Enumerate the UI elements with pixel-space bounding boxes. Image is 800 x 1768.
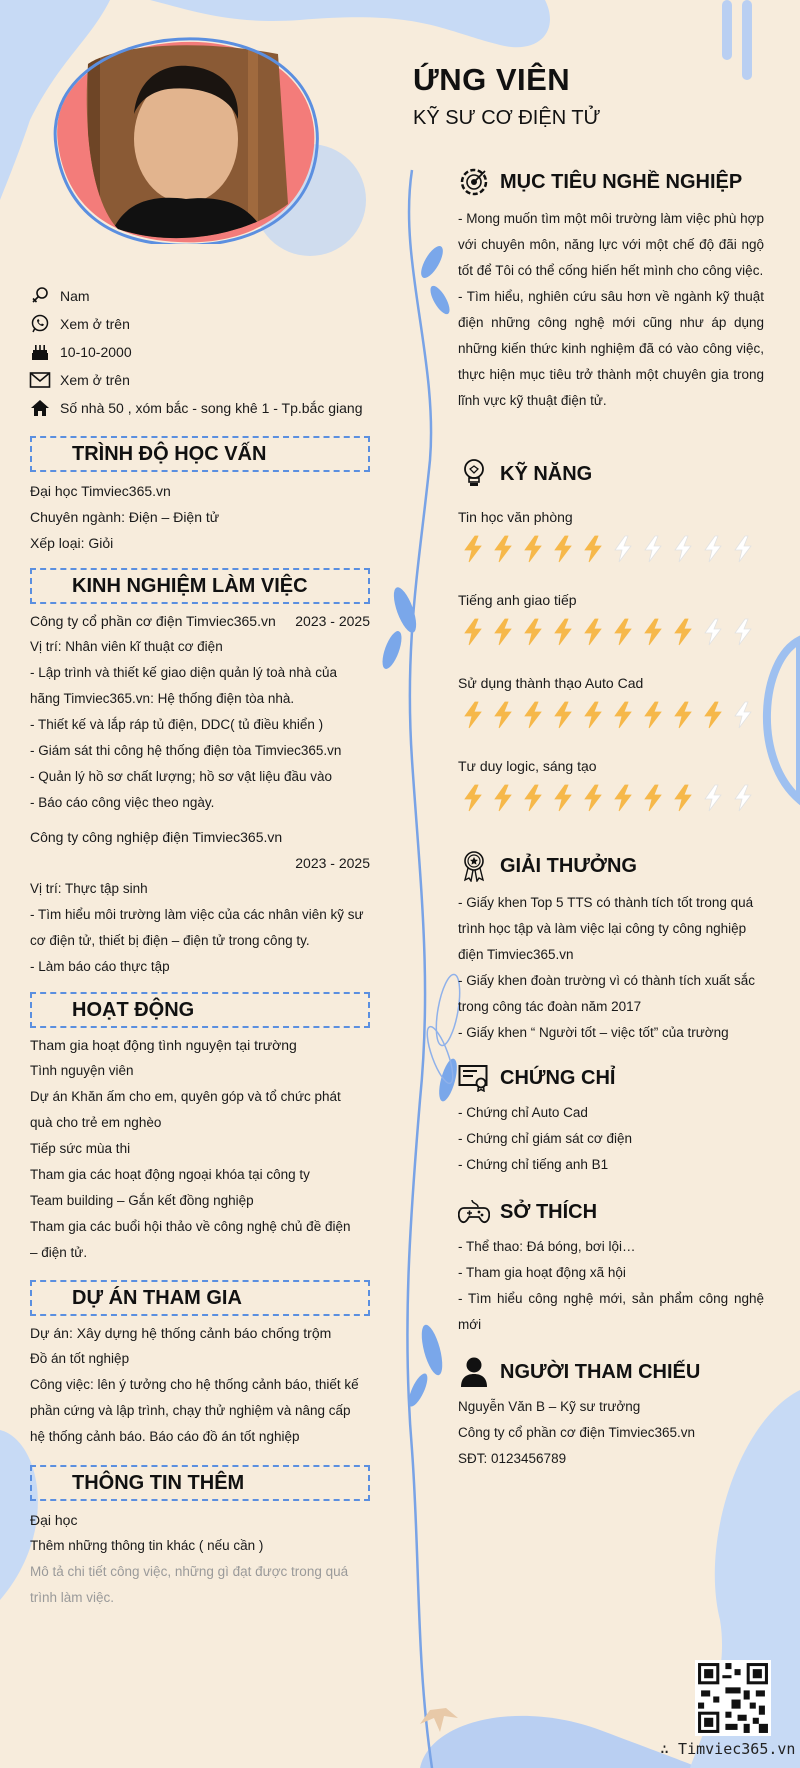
certificates-title: CHỨNG CHỈ xyxy=(500,1066,616,1089)
project-line: Công việc: lên ý tưởng cho hệ thống cảnh báo, thiết kế xyxy=(30,1377,359,1392)
activity-line: Tình nguyện viên xyxy=(30,1063,134,1078)
award-medal-icon xyxy=(457,849,491,883)
job2-detail: - Làm báo cáo thực tập xyxy=(30,959,170,974)
skill-rating xyxy=(458,617,764,647)
bolt-empty-icon xyxy=(728,617,758,647)
skill-name: Tin học văn phòng xyxy=(458,509,573,525)
bolt-filled-icon xyxy=(488,783,518,813)
hobbies-section xyxy=(458,1194,764,1338)
job2-period: 2023 - 2025 xyxy=(295,855,370,871)
project-line: Đồ án tốt nghiệp xyxy=(30,1351,130,1366)
candidate-position: KỸ SƯ CƠ ĐIỆN TỬ xyxy=(413,107,601,129)
bolt-filled-icon xyxy=(608,617,638,647)
job1-detail: - Quản lý hồ sơ chất lượng; hồ sơ vật liệu đầu vào xyxy=(30,769,333,784)
activity-line: Tham gia các buổi hội thảo về công nghệ chủ đề điện xyxy=(30,1219,351,1234)
bolt-filled-icon xyxy=(668,783,698,813)
job2-detail: cơ điện tử, thiết bị điện – điện tử trong công ty. xyxy=(30,933,310,948)
bolt-filled-icon xyxy=(548,534,578,564)
info-gender xyxy=(28,282,388,310)
certificate-line: - Chứng chỉ Auto Cad xyxy=(458,1105,588,1120)
award-line: - Giấy khen “ Người tốt – việc tốt” của trường xyxy=(458,1025,729,1040)
skill-name: Sử dụng thành thạo Auto Cad xyxy=(458,675,644,691)
gamepad-icon xyxy=(457,1195,491,1229)
personal-info xyxy=(28,282,388,422)
info-phone xyxy=(28,310,388,338)
job2-role: Vị trí: Thực tập sinh xyxy=(30,881,148,896)
education-line: Chuyên ngành: Điện – Điện tử xyxy=(30,509,220,525)
skill-item xyxy=(458,672,764,730)
skill-rating xyxy=(458,700,764,730)
objective-title: MỤC TIÊU NGHỀ NGHIỆP xyxy=(500,170,743,193)
bolt-filled-icon xyxy=(458,783,488,813)
reference-section xyxy=(458,1354,764,1472)
projects-title: DỰ ÁN THAM GIA xyxy=(30,1280,370,1316)
skill-name: Tiếng anh giao tiếp xyxy=(458,592,577,608)
job1-detail: hãng Timviec365.vn: Hệ thống điện tòa nhà. xyxy=(30,691,295,706)
objective-section xyxy=(458,164,764,414)
bolt-filled-icon xyxy=(548,700,578,730)
skills-section xyxy=(458,456,764,813)
project-line: phần cứng và lập trình, chạy thử nghiệm và nâng cấp xyxy=(30,1403,351,1418)
job2-detail: - Tìm hiểu môi trường làm việc của các nhân viên kỹ sư xyxy=(30,907,364,922)
qr-code xyxy=(695,1660,771,1736)
job1-company: Công ty cổ phần cơ điện Timviec365.vn xyxy=(30,613,276,629)
certificate-line: - Chứng chỉ tiếng anh B1 xyxy=(458,1157,609,1172)
bolt-filled-icon xyxy=(458,617,488,647)
candidate-name: ỨNG VIÊN xyxy=(413,62,571,97)
bolt-filled-icon xyxy=(518,534,548,564)
info-email-value: Xem ở trên xyxy=(60,372,130,388)
skill-item xyxy=(458,589,764,647)
skill-item xyxy=(458,755,764,813)
award-line: trong công tác đoàn năm 2017 xyxy=(458,999,642,1014)
more-info-title: THÔNG TIN THÊM xyxy=(30,1465,370,1501)
more-info-line: Thêm những thông tin khác ( nếu cần ) xyxy=(30,1538,264,1553)
bolt-filled-icon xyxy=(488,534,518,564)
skill-rating xyxy=(458,534,764,564)
skills-header xyxy=(458,456,764,492)
more-info-section xyxy=(30,1465,370,1611)
brand-watermark: ∴ Timviec365.vn xyxy=(660,1740,796,1758)
certificate-line: - Chứng chỉ giám sát cơ điện xyxy=(458,1131,632,1146)
bolt-empty-icon xyxy=(638,534,668,564)
experience-section xyxy=(30,568,370,980)
activity-line: Tiếp sức mùa thi xyxy=(30,1141,131,1156)
info-phone-value: Xem ở trên xyxy=(60,316,130,332)
bolt-filled-icon xyxy=(578,700,608,730)
job2-company: Công ty công nghiệp điện Timviec365.vn xyxy=(30,829,283,845)
hobbies-title: SỞ THÍCH xyxy=(500,1200,598,1223)
hobby-line: - Tham gia hoạt động xã hội xyxy=(458,1265,626,1280)
bolt-filled-icon xyxy=(488,617,518,647)
education-line: Đại học Timviec365.vn xyxy=(30,483,171,499)
bolt-empty-icon xyxy=(668,534,698,564)
bolt-filled-icon xyxy=(578,617,608,647)
bolt-empty-icon xyxy=(608,534,638,564)
project-line: hệ thống cảnh báo. Báo cáo đồ án tốt nghiệp xyxy=(30,1429,300,1444)
awards-header xyxy=(458,848,764,884)
skill-item xyxy=(458,506,764,564)
home-icon xyxy=(28,397,52,419)
skill-name: Tư duy logic, sáng tạo xyxy=(458,758,597,774)
bolt-filled-icon xyxy=(698,700,728,730)
bolt-filled-icon xyxy=(518,783,548,813)
email-icon xyxy=(28,369,52,391)
hobby-line: - Tìm hiểu công nghệ mới, sản phẩm công nghệ mới xyxy=(458,1291,764,1332)
bolt-filled-icon xyxy=(518,700,548,730)
job1-detail: - Báo cáo công việc theo ngày. xyxy=(30,795,215,810)
bolt-empty-icon xyxy=(728,783,758,813)
job1-detail: - Thiết kế và lắp ráp tủ điện, DDC( tủ điều khiển ) xyxy=(30,717,324,732)
hobbies-header xyxy=(458,1194,764,1230)
objective-paragraph-1: - Mong muốn tìm một môi trường làm việc phù hợp với chuyên môn, năng lực với một chế độ đãi ngộ tốt để Tôi có thể cống hiến hết mình cho công việc. xyxy=(458,211,764,278)
bolt-filled-icon xyxy=(638,617,668,647)
hobby-line: - Thể thao: Đá bóng, bơi lội… xyxy=(458,1239,636,1254)
education-title: TRÌNH ĐỘ HỌC VẤN xyxy=(30,436,370,472)
more-info-placeholder: Mô tả chi tiết công việc, những gì đạt được trong quá xyxy=(30,1564,349,1579)
skill-rating xyxy=(458,783,764,813)
bolt-filled-icon xyxy=(578,534,608,564)
job1-detail: - Giám sát thi công hệ thống điện tòa Timviec365.vn xyxy=(30,743,342,758)
certificates-section xyxy=(458,1060,764,1178)
gender-icon xyxy=(28,285,52,307)
reference-title: NGƯỜI THAM CHIẾU xyxy=(500,1360,701,1383)
awards-title: GIẢI THƯỞNG xyxy=(500,854,637,877)
activities-heading: Tham gia hoạt động tình nguyện tại trường xyxy=(30,1037,297,1053)
bolt-filled-icon xyxy=(608,783,638,813)
activity-line: quà cho trẻ em nghèo xyxy=(30,1115,162,1130)
bolt-empty-icon xyxy=(698,783,728,813)
certificate-icon xyxy=(457,1061,491,1095)
activity-line: Team building – Gắn kết đồng nghiệp xyxy=(30,1193,254,1208)
activity-line: Tham gia các hoạt động ngoại khóa tại công ty xyxy=(30,1167,310,1182)
certificates-header xyxy=(458,1060,764,1096)
more-info-line: Đại học xyxy=(30,1512,78,1528)
objective-paragraph-2: - Tìm hiểu, nghiên cứu sâu hơn về ngành kỹ thuật điện những công nghệ mới cũng như áp dụng những kiến thức kinh nghiệm đã có vào công việc, thực hiện mục tiêu trở thành một chuyên gia trong lĩnh vực kỹ thuật điện tử. xyxy=(458,289,764,408)
info-birthday xyxy=(28,338,388,366)
bolt-filled-icon xyxy=(668,617,698,647)
target-gear-icon xyxy=(457,165,491,199)
project-heading: Dự án: Xây dựng hệ thống cảnh báo chống trộm xyxy=(30,1325,332,1341)
award-line: điện Timviec365.vn xyxy=(458,947,574,962)
objective-header xyxy=(458,164,764,200)
phone-icon xyxy=(28,313,52,335)
reference-line: Nguyễn Văn B – Kỹ sư trưởng xyxy=(458,1399,641,1414)
bolt-filled-icon xyxy=(578,783,608,813)
bolt-filled-icon xyxy=(638,783,668,813)
job1-detail: - Lập trình và thiết kế giao diện quản lý toà nhà của xyxy=(30,665,337,680)
info-birthday-value: 10-10-2000 xyxy=(60,344,132,360)
job1-header xyxy=(30,608,370,634)
bolt-empty-icon xyxy=(698,534,728,564)
reference-line: Công ty cổ phần cơ điện Timviec365.vn xyxy=(458,1425,695,1440)
activities-title: HOẠT ĐỘNG xyxy=(30,992,370,1028)
bolt-filled-icon xyxy=(608,700,638,730)
bolt-filled-icon xyxy=(548,783,578,813)
education-line: Xếp loại: Giỏi xyxy=(30,535,114,551)
education-section xyxy=(30,436,370,556)
birthday-cake-icon xyxy=(28,341,52,363)
projects-section xyxy=(30,1280,370,1450)
bolt-filled-icon xyxy=(488,700,518,730)
bolt-empty-icon xyxy=(728,700,758,730)
skills-title: KỸ NĂNG xyxy=(500,462,593,485)
info-email xyxy=(28,366,388,394)
reference-line: SĐT: 0123456789 xyxy=(458,1451,567,1466)
avatar xyxy=(48,34,320,244)
award-line: trình học tập và làm việc lại công ty công nghiệp xyxy=(458,921,747,936)
lightbulb-icon xyxy=(457,457,491,491)
info-address-value: Số nhà 50 , xóm bắc - song khê 1 - Tp.bắc giang xyxy=(60,400,363,416)
bolt-empty-icon xyxy=(728,534,758,564)
job1-role: Vị trí: Nhân viên kĩ thuật cơ điện xyxy=(30,639,223,654)
award-line: - Giấy khen đoàn trường vì có thành tích xuất sắc xyxy=(458,973,756,988)
activity-line: – điện tử. xyxy=(30,1245,88,1260)
bolt-empty-icon xyxy=(698,617,728,647)
awards-section xyxy=(458,848,764,1046)
experience-title: KINH NGHIỆM LÀM VIỆC xyxy=(30,568,370,604)
bolt-filled-icon xyxy=(458,700,488,730)
activities-section xyxy=(30,992,370,1266)
bolt-filled-icon xyxy=(458,534,488,564)
skills-list xyxy=(458,506,764,813)
person-icon xyxy=(457,1355,491,1389)
info-gender-value: Nam xyxy=(60,288,90,304)
bolt-filled-icon xyxy=(668,700,698,730)
job1-period: 2023 - 2025 xyxy=(295,613,370,629)
reference-header xyxy=(458,1354,764,1390)
award-line: - Giấy khen Top 5 TTS có thành tích tốt trong quá xyxy=(458,895,754,910)
bolt-filled-icon xyxy=(518,617,548,647)
bolt-filled-icon xyxy=(638,700,668,730)
activity-line: Dự án Khăn ấm cho em, quyên góp và tổ chức phát xyxy=(30,1089,341,1104)
more-info-placeholder: trình làm việc. xyxy=(30,1590,115,1605)
bolt-filled-icon xyxy=(548,617,578,647)
info-address xyxy=(28,394,388,422)
